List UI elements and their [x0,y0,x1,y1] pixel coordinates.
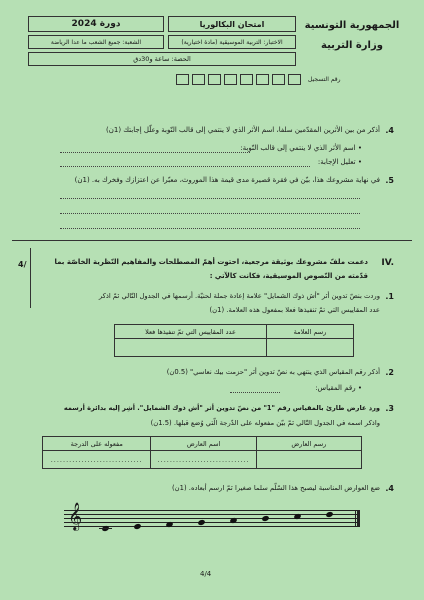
table-cell-input[interactable] [267,339,354,357]
page-number: 4/4 [200,570,212,578]
section-intro-1: دعمت ملفّ مشروعك بوثيقة مرجعية، احتوت أهمّ المصطلحات والمفاهيم النّظرية الخاصّة بما [54,258,368,266]
branch-cell [28,35,164,49]
registration-box[interactable] [256,74,269,85]
s4-q3-line2: واذكر اسمه في الجدول التّالي ثمّ بيّن مفعوله على الدّرجة الّتي وُضع قبلها. (1.5ن) [150,419,380,427]
q4-answer-line-2[interactable] [60,166,310,167]
q5-text: في نهاية مشروعك هذا، بيّن في فقرة قصيرة مدى قيمة هذا الموروث، معبّرا عن اعتزازك وفخرك به. (1ن) [74,176,380,184]
s4-q1-line1: وردت بنصّ تدوين أثر "أش ذوك الشمايل" علامة إعادة جملة لحنيّة. أرسمها في الجدول التّالي ثمّ اذكر [98,292,380,300]
table-cell-input[interactable] [256,451,361,469]
ledger-line-icon [99,528,112,529]
subject-text: الاختبار: التربية الموسيقية (مادة اختيارية) [181,38,283,46]
table-header: رسم العلامة [267,325,354,339]
country-name [302,20,402,31]
registration-box[interactable] [288,74,301,85]
table-header: اسم العارض [151,437,256,451]
note-icon [261,515,269,522]
country-text: الجمهورية التونسية [304,20,400,31]
s4-q2-number: 2. [385,368,394,377]
session-label-text: دورة 2024 [71,19,121,29]
table-header: مفعوله على الدرجة [43,437,151,451]
table-cell-input[interactable]: .............................. [43,451,151,469]
q5-answer-line-2[interactable] [60,213,360,214]
s4-q4-text: ضع العوارض المناسبة ليصبح هذا السّلّم سلما صغيرا ثمّ ارسم أبعاده. (1ن) [172,484,380,492]
bullet-icon: • [357,144,362,152]
duration-cell [28,52,296,66]
table-header: رسم العارض [256,437,361,451]
s4-q1-number: 1. [385,292,394,301]
q5-answer-line-1[interactable] [60,198,360,199]
registration-label: رقم التسجيل [308,76,341,83]
treble-clef-icon: 𝄞 [68,502,83,530]
final-barline-icon [357,510,360,526]
s4-q3-line1: ورد عارض طارئ بالمقياس رقم "1" من نصّ تدوين أثر "أش ذوك الشمايل". أشِر إليه بدائرة أرسمه [63,404,380,412]
table-cell-input[interactable] [115,339,267,357]
music-staff[interactable] [64,504,360,532]
table-header: عدد المقاييس التي تمّ تنفيذها فعلا [115,325,267,339]
registration-box[interactable] [208,74,221,85]
registration-box[interactable] [272,74,285,85]
staff-line [64,522,360,523]
s4-q2-text: أذكر رقم المقياس الذي ينتهي به نصّ تدوين أثر "حزمت بيك نعاسي" (0.5ن) [166,368,380,376]
s4-q1-line2: عدد المقاييس التي تمّ تنفيذها فعلا بمفعول هذه العلامة. (1ن) [209,306,380,314]
barline-icon [355,510,356,526]
section-divider [12,240,412,241]
ministry-text: وزارة التربية [321,40,383,51]
section-score: /4 [18,260,27,269]
q5-number: 5. [385,176,394,185]
registration-box[interactable] [176,74,189,85]
registration-box[interactable] [192,74,205,85]
note-icon [325,511,333,518]
section-number: IV. [381,258,394,268]
s4-q2-item [315,384,362,392]
s4-q2-answer-line[interactable] [230,392,280,393]
ministry-name [302,40,402,51]
registration-box[interactable] [240,74,253,85]
branch-text: الشعبة: جميع الشعب ما عدا الرياضة [50,38,142,46]
s4-q3-number: 3. [385,404,394,413]
subject-cell [168,35,296,49]
session-label [28,16,164,32]
q4-item2-text: تعليل الإجابة: [317,158,356,166]
table-cell-input[interactable]: .............................. [151,451,256,469]
registration-box[interactable] [224,74,237,85]
q5-answer-line-3[interactable] [60,228,360,229]
registration-row [176,74,341,85]
staff-line [64,510,360,511]
q4-item1-text: اسم الأثر الذي لا ينتمي إلى قالب النّوبة: [240,144,356,152]
table-signs [114,324,354,357]
score-line [12,248,31,308]
table-accidentals [42,436,362,469]
bullet-icon: • [357,384,362,392]
staff-line [64,518,360,519]
q4-item1 [240,144,362,152]
note-icon [197,519,205,526]
bullet-icon: • [357,158,362,166]
note-icon [133,523,141,530]
s4-q4-number: 4. [385,484,394,493]
staff-line [64,514,360,515]
duration-text: الحصة: ساعة و30دق [133,55,191,63]
exam-title-text: امتحان البكالوريا [199,19,265,29]
q4-text: أذكر من بين الأثرين المقدّمين سلفا، اسم الأثر الذي لا ينتمي إلى قالب النّوبة وعلّل إجابتك (1ن) [105,126,380,134]
q4-answer-line-1[interactable] [60,152,250,153]
exam-title [168,16,296,32]
s4-q2-item-text: رقم المقياس: [315,384,356,392]
section-intro-2: قدّمته من النّصوص الموسيقية، فكانت كالآتي : [209,272,368,280]
q4-number: 4. [385,126,394,135]
q4-item2 [318,158,362,166]
